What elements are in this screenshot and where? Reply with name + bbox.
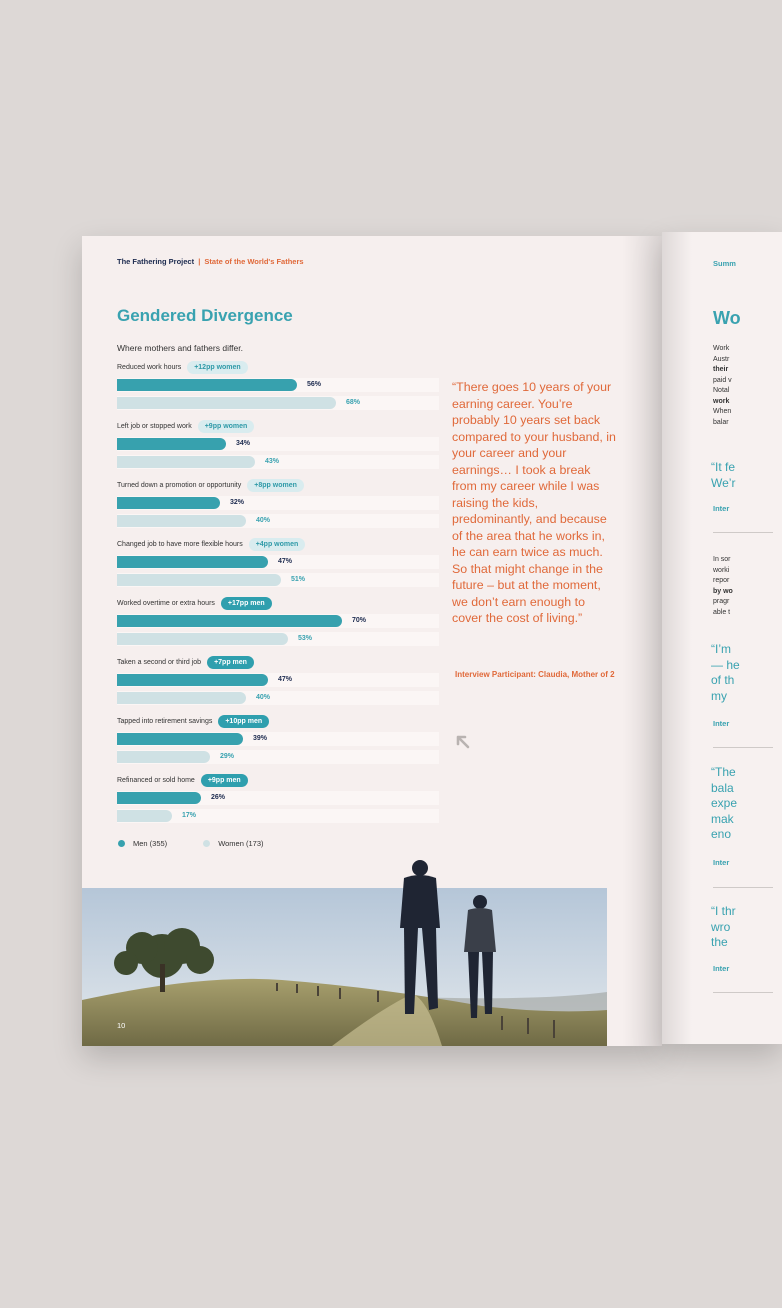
- men-bar-row: [117, 673, 439, 687]
- quote-line: We’r: [711, 475, 736, 490]
- women-value-label: 53%: [298, 635, 313, 642]
- running-head: [117, 257, 304, 266]
- right-quote-1: [711, 460, 781, 491]
- category-label: Reduced work hours: [117, 363, 182, 371]
- chart-category: [117, 773, 439, 823]
- difference-badge: +17pp men: [221, 597, 272, 610]
- paragraph-line: pragr: [713, 598, 730, 605]
- women-bar: [117, 574, 281, 586]
- men-bar-row: [117, 378, 439, 392]
- quote-line: the: [711, 935, 728, 949]
- category-label: Turned down a promotion or opportunity: [117, 481, 242, 489]
- women-value-label: 29%: [220, 753, 235, 760]
- right-quote-4: [711, 904, 781, 951]
- right-quote-3: [711, 765, 781, 843]
- men-bar: [117, 615, 342, 627]
- women-bar: [117, 515, 246, 527]
- quote-line: bala: [711, 780, 734, 795]
- category-label: Changed job to have more flexible hours: [117, 540, 243, 548]
- difference-badge: +4pp women: [249, 538, 306, 551]
- paragraph-line: by wo: [713, 587, 733, 595]
- spine-shadow: [622, 236, 662, 1046]
- women-value-label: 43%: [265, 458, 280, 465]
- difference-badge: +9pp women: [198, 420, 255, 433]
- pull-quote: “There goes 10 years of your earning career. You’re probably 10 years set back compared to your husband, in your career and your earnings… I took a break from my career while I was raising the kids, predominantly, and because of the area that he works in, he can earn twice as much. So that might change in the future – but at the moment, we don’t earn enough to cover the cost of living.”: [452, 380, 616, 625]
- category-label: Refinanced or sold home: [117, 776, 195, 784]
- men-bar-row: [117, 437, 439, 451]
- gutter-shadow: [662, 232, 692, 1044]
- right-paragraph-1: [713, 344, 773, 428]
- paragraph-line: When: [713, 408, 732, 415]
- right-attribution-1: Inter: [713, 504, 730, 513]
- quote-line: my: [711, 688, 727, 703]
- landscape-illustration: [82, 888, 607, 1046]
- quote-line: “The: [711, 765, 736, 779]
- men-value-label: 47%: [278, 558, 293, 565]
- category-header: [117, 596, 439, 610]
- page-number: 10: [117, 1021, 126, 1030]
- women-bar: [117, 692, 246, 704]
- women-bar-row: [117, 514, 439, 528]
- paragraph-line: Austr: [713, 355, 730, 363]
- chart-category: [117, 419, 439, 469]
- men-value-label: 47%: [278, 676, 293, 683]
- women-value-label: 40%: [256, 694, 271, 701]
- men-value-label: 56%: [307, 381, 322, 388]
- men-bar-row: [117, 614, 439, 628]
- category-header: [117, 360, 439, 374]
- right-running-head: Summ: [713, 259, 736, 268]
- paragraph-line: balar: [713, 418, 729, 426]
- report-title: State of the World's Fathers: [204, 257, 304, 266]
- men-bar: [117, 497, 220, 509]
- men-value-label: 26%: [211, 794, 226, 801]
- men-bar-row: [117, 496, 439, 510]
- paragraph-line: repor: [713, 577, 730, 584]
- men-bar: [117, 674, 268, 686]
- chart-category: [117, 596, 439, 646]
- women-bar-row: [117, 455, 439, 469]
- men-bar-row: [117, 732, 439, 746]
- father-son-photo: [82, 888, 607, 1046]
- paragraph-line: work: [713, 397, 730, 405]
- quote-line: of th: [711, 673, 735, 687]
- arrow-up-left-icon: [455, 734, 471, 750]
- category-header: [117, 478, 439, 492]
- women-value-label: 40%: [256, 517, 271, 524]
- women-bar: [117, 397, 336, 409]
- legend-men-label: Men (355): [133, 839, 168, 848]
- women-bar: [117, 751, 210, 763]
- chart-category: [117, 537, 439, 587]
- paragraph-line: paid v: [713, 376, 732, 384]
- men-value-label: 39%: [253, 735, 268, 742]
- category-header: [117, 537, 439, 551]
- men-bar: [117, 733, 243, 745]
- category-label: Tapped into retirement savings: [117, 717, 213, 725]
- divider: [713, 747, 773, 748]
- chart-subtitle: Where mothers and fathers differ.: [117, 343, 243, 353]
- men-bar: [117, 792, 201, 804]
- quote-line: wro: [711, 919, 731, 934]
- paragraph-line: Notal: [713, 387, 730, 394]
- women-bar: [117, 633, 288, 645]
- right-attribution-4: Inter: [713, 964, 730, 973]
- right-paragraph-2: [713, 555, 773, 618]
- right-page: [662, 232, 782, 1044]
- quote-line: “I’m: [711, 642, 731, 656]
- women-bar-row: [117, 573, 439, 587]
- chart-category: [117, 714, 439, 764]
- legend-men-swatch: [118, 840, 125, 847]
- right-page-title: Wo: [713, 308, 741, 328]
- men-value-label: 32%: [230, 499, 245, 506]
- women-bar-row: [117, 750, 439, 764]
- category-header: [117, 655, 439, 669]
- difference-badge: +12pp women: [187, 361, 247, 374]
- women-bar-row: [117, 632, 439, 646]
- category-header: [117, 419, 439, 433]
- women-value-label: 17%: [182, 812, 197, 819]
- quote-line: eno: [711, 827, 732, 841]
- right-attribution-3: Inter: [713, 858, 730, 867]
- divider: [713, 992, 773, 993]
- paragraph-line: Work: [713, 345, 730, 352]
- right-quote-2: [711, 642, 781, 704]
- category-header: [117, 714, 439, 728]
- category-label: Taken a second or third job: [117, 658, 202, 666]
- men-bar: [117, 438, 226, 450]
- chart-category: [117, 478, 439, 528]
- divider: [713, 887, 773, 888]
- women-value-label: 68%: [346, 399, 361, 406]
- quote-line: “It fe: [711, 460, 736, 474]
- quote-line: “I thr: [711, 904, 736, 918]
- men-bar: [117, 379, 297, 391]
- women-bar-row: [117, 809, 439, 823]
- men-value-label: 70%: [352, 617, 367, 624]
- women-value-label: 51%: [291, 576, 306, 583]
- chart-category: [117, 655, 439, 705]
- header-separator: |: [198, 257, 201, 266]
- quote-line: expe: [711, 796, 738, 810]
- difference-badge: +10pp men: [218, 715, 269, 728]
- right-attribution-2: Inter: [713, 719, 730, 728]
- category-label: Left job or stopped work: [117, 422, 192, 430]
- quote-attribution: Interview Participant: Claudia, Mother of 2: [455, 670, 615, 679]
- legend-women-label: Women (173): [218, 839, 264, 848]
- quote-line: mak: [711, 811, 734, 826]
- paragraph-line: able t: [713, 608, 731, 616]
- women-bar: [117, 456, 255, 468]
- difference-badge: +9pp men: [201, 774, 248, 787]
- paragraph-line: In sor: [713, 556, 731, 563]
- category-header: [117, 773, 439, 787]
- women-bar-row: [117, 396, 439, 410]
- quote-line: — he: [711, 657, 740, 672]
- category-label: Worked overtime or extra hours: [117, 599, 215, 607]
- difference-badge: +7pp men: [207, 656, 254, 669]
- legend-women-swatch: [203, 840, 210, 847]
- divider: [713, 532, 773, 533]
- women-bar: [117, 810, 172, 822]
- difference-badge: +8pp women: [247, 479, 304, 492]
- men-bar-row: [117, 791, 439, 805]
- paragraph-line: worki: [713, 566, 730, 574]
- page-title: Gendered Divergence: [117, 306, 293, 325]
- chart-category: [117, 360, 439, 410]
- paragraph-line: their: [713, 366, 729, 373]
- chart-legend: [118, 839, 263, 848]
- men-bar: [117, 556, 268, 568]
- men-bar-row: [117, 555, 439, 569]
- men-value-label: 34%: [236, 440, 251, 447]
- left-page: [82, 236, 662, 1046]
- women-bar-row: [117, 691, 439, 705]
- project-name: The Fathering Project: [117, 257, 195, 266]
